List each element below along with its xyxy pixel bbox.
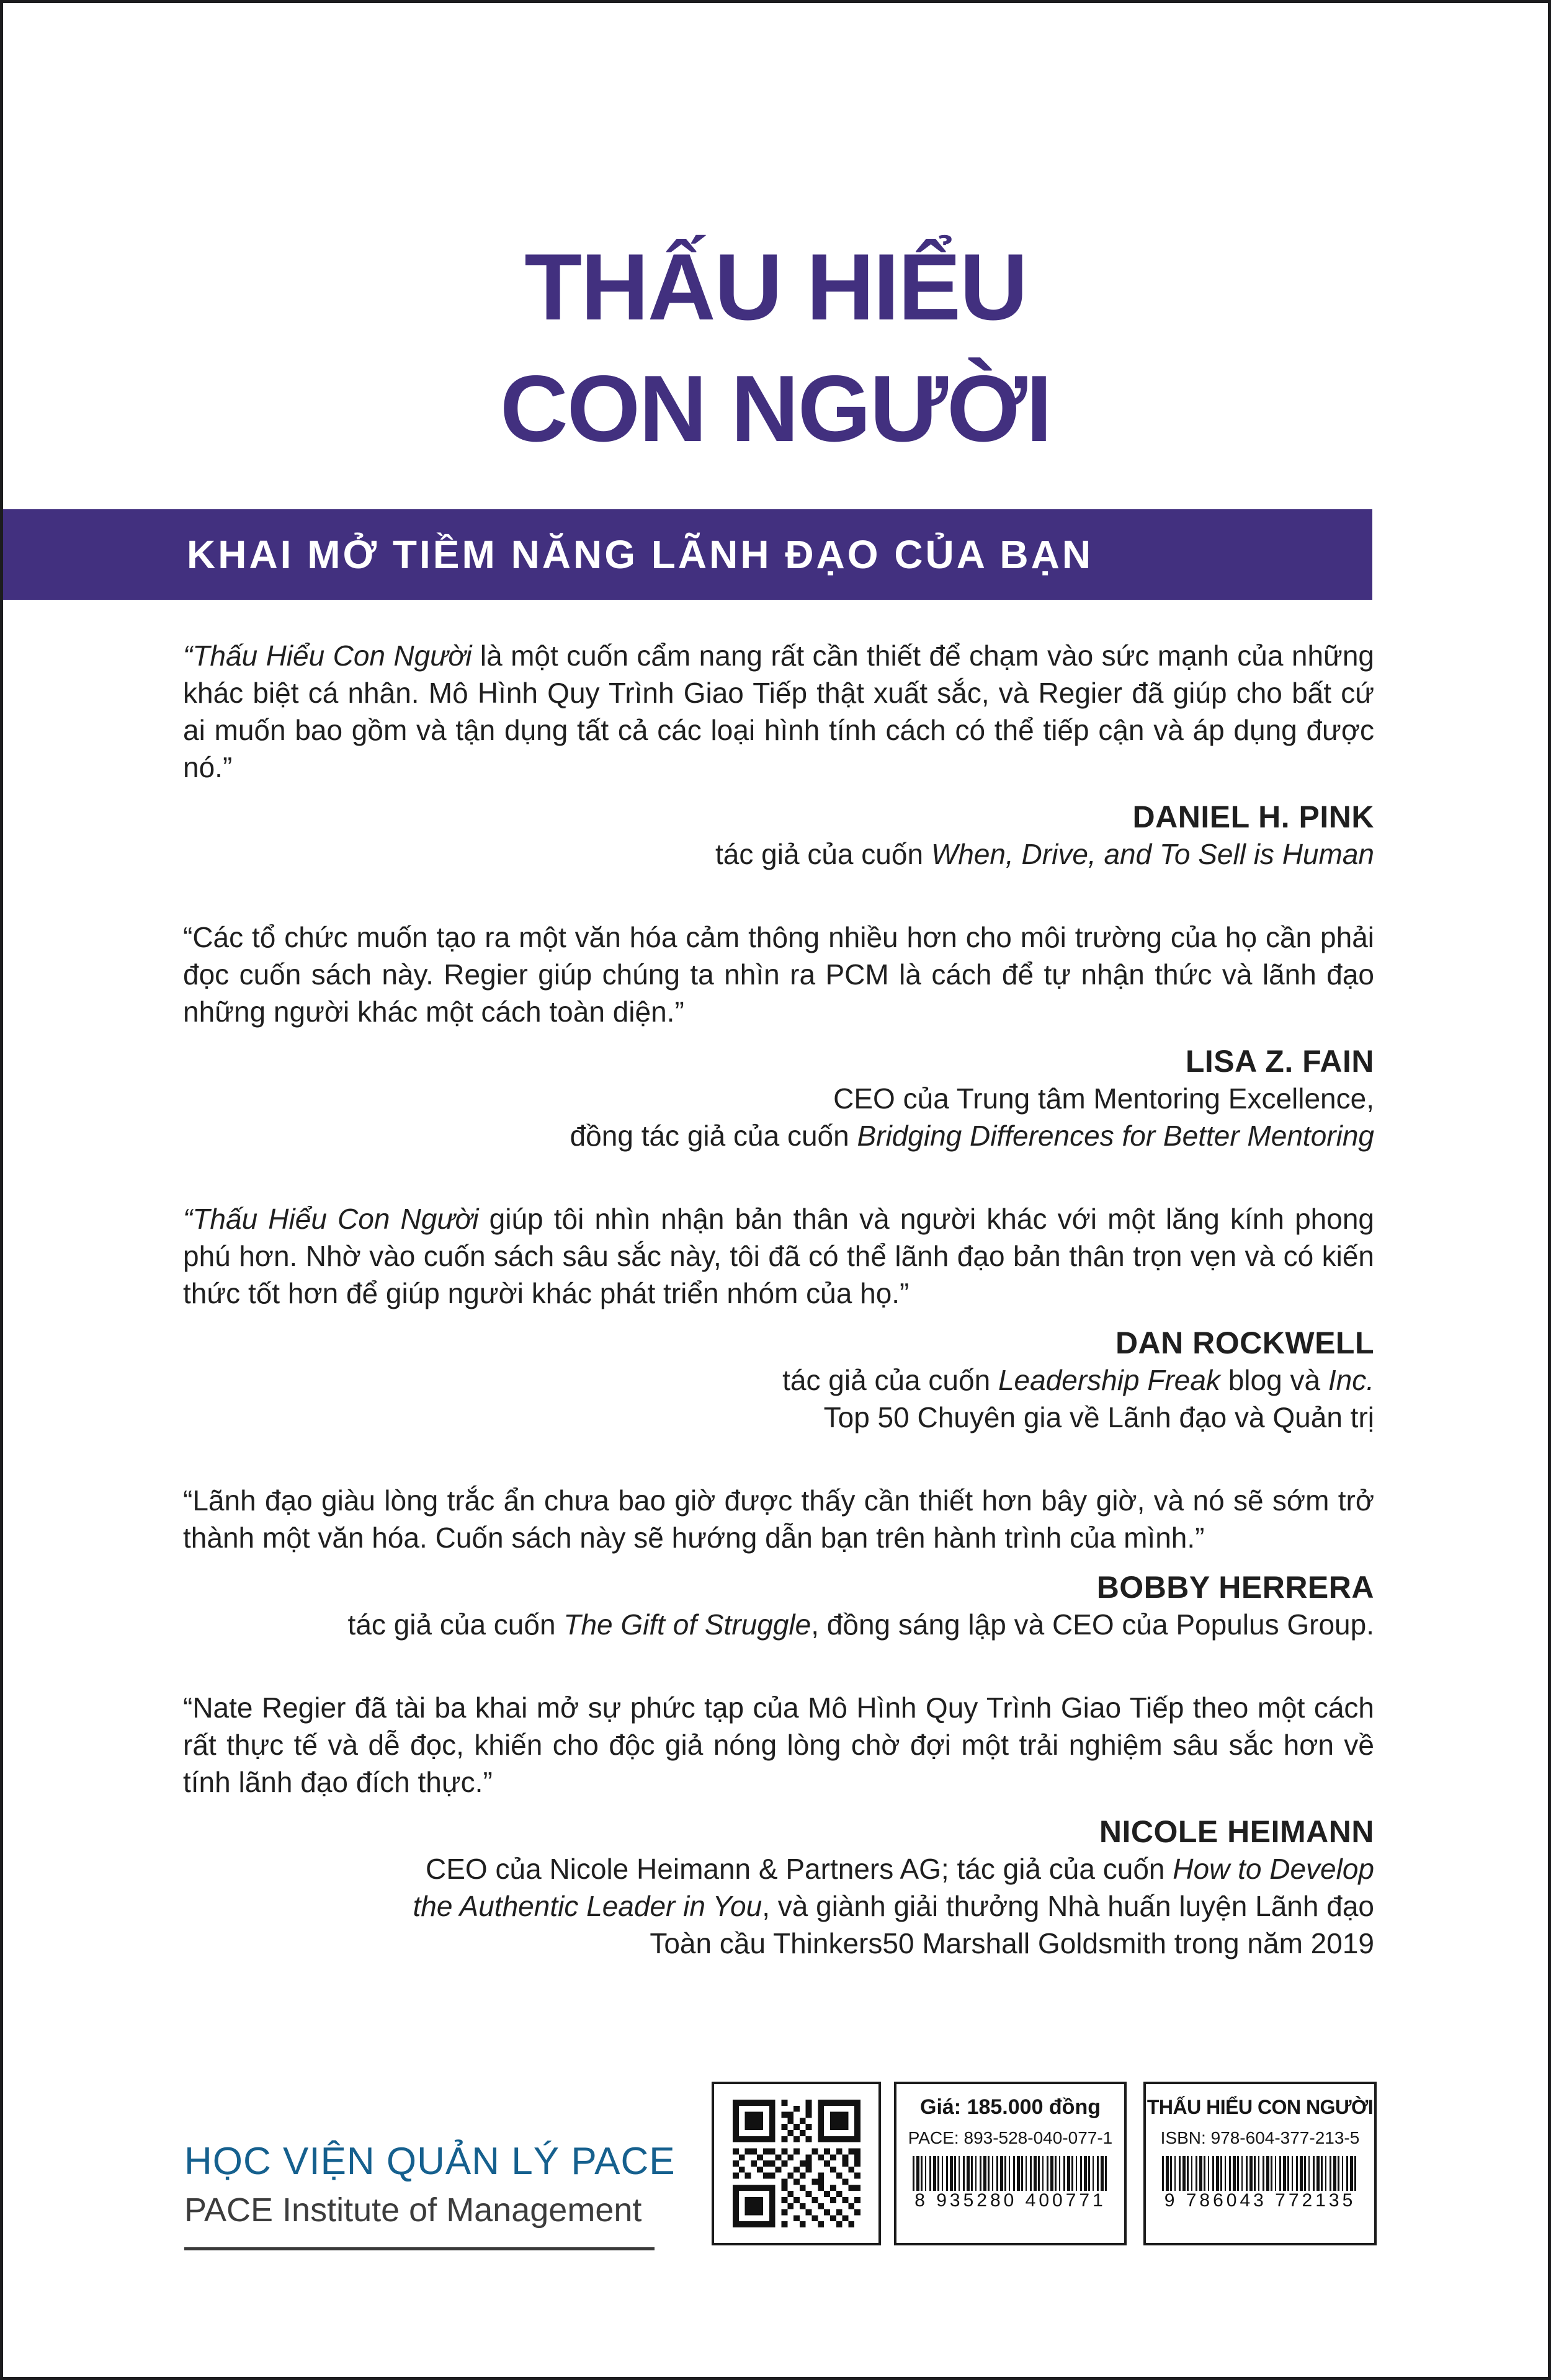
- book-title: [3, 226, 1548, 470]
- qr-code-box: [712, 2082, 881, 2245]
- reviewer-name: BOBBY HERRERA: [1096, 1570, 1374, 1605]
- quote-block-dan-rockwell: [183, 1200, 1374, 1436]
- quote-book-title: “Thấu Hiểu Con Người: [183, 1203, 479, 1235]
- endorsement-quotes: [183, 637, 1374, 2008]
- reviewer-name: LISA Z. FAIN: [1185, 1044, 1374, 1079]
- price-box: [894, 2082, 1127, 2245]
- quote-block-daniel-pink: [183, 637, 1374, 873]
- subtitle-banner-text: KHAI MỞ TIỀM NĂNG LÃNH ĐẠO CỦA BẠN: [187, 532, 1094, 577]
- quote-text: [183, 1200, 1374, 1312]
- reviewer-attribution: đồng tác giả của cuốn Bridging Differences for Better Mentoring: [570, 1120, 1374, 1152]
- quote-block-bobby-herrera: [183, 1482, 1374, 1643]
- price-barcode-digits: 8 935280 400771: [910, 2191, 1111, 2211]
- quote-body: “Các tổ chức muốn tạo ra một văn hóa cảm thông nhiều hơn cho môi trường của họ cần phải đọc cuốn sách này. Regier giúp chúng ta nhìn ra PCM là cách để tự nhận thức và lãnh đạo những người khác một cách toàn diện.”: [183, 921, 1374, 1028]
- isbn-box: [1143, 2082, 1377, 2245]
- book-title-line-1: THẤU HIỂU: [524, 234, 1027, 340]
- reviewer-attribution: the Authentic Leader in You, và giành giải thưởng Nhà huấn luyện Lãnh đạo: [413, 1890, 1374, 1922]
- publisher-divider: [184, 2247, 655, 2250]
- isbn-number: ISBN: 978-604-377-213-5: [1160, 2128, 1360, 2147]
- isbn-book-title: THẤU HIỂU CON NGƯỜI: [1146, 2096, 1374, 2118]
- quote-book-title: “Thấu Hiểu Con Người: [183, 640, 472, 672]
- reviewer-attribution: tác giả của cuốn The Gift of Struggle, đồng sáng lập và CEO của Populus Group.: [347, 1608, 1374, 1641]
- publisher-name-en: PACE Institute of Management: [184, 2191, 642, 2229]
- publisher-name-vi: HỌC VIỆN QUẢN LÝ PACE: [184, 2140, 676, 2183]
- quote-block-nicole-heimann: [183, 1689, 1374, 1962]
- quote-body: “Nate Regier đã tài ba khai mở sự phức tạp của Mô Hình Quy Trình Giao Tiếp theo một cách rất thực tế và dễ đọc, khiến cho độc giả nóng lòng chờ đợi một trải nghiệm sâu sắc hơn về tính lãnh đạo đích thực.”: [183, 1691, 1374, 1798]
- reviewer-attribution: CEO của Nicole Heimann & Partners AG; tác giả của cuốn How to Develop: [426, 1853, 1374, 1885]
- quote-text: [183, 919, 1374, 1030]
- quote-text: [183, 637, 1374, 786]
- subtitle-banner: [3, 509, 1372, 600]
- quote-body: “Lãnh đạo giàu lòng trắc ẩn chưa bao giờ được thấy cần thiết hơn bây giờ, và nó sẽ sớm trở thành một văn hóa. Cuốn sách này sẽ hướng dẫn bạn trên hành trình của mình.”: [183, 1484, 1374, 1554]
- reviewer-attribution: CEO của Trung tâm Mentoring Excellence,: [833, 1082, 1374, 1115]
- quote-block-lisa-fain: [183, 919, 1374, 1154]
- reviewer-attribution: tác giả của cuốn Leadership Freak blog và Inc.: [782, 1364, 1374, 1396]
- quote-body: giúp tôi nhìn nhận bản thân và người khác với một lăng kính phong phú hơn. Nhờ vào cuốn sách sâu sắc này, tôi đã có thể lãnh đạo bản thân trọn vẹn và có kiến thức tốt hơn để giúp người khác phát triển nhóm của họ.”: [183, 1203, 1375, 1309]
- quote-body: là một cuốn cẩm nang rất cần thiết để chạm vào sức mạnh của những khác biệt cá nhân. Mô Hình Quy Trình Giao Tiếp thật xuất sắc, và Regier đã giúp cho bất cứ ai muốn bao gồm và tận dụng tất cả các loại hình tính cách có thể tiếp cận và áp dụng được nó.”: [183, 640, 1375, 783]
- isbn-barcode-digits: 9 786043 772135: [1160, 2191, 1361, 2211]
- reviewer-name: DAN ROCKWELL: [1115, 1326, 1374, 1360]
- reviewer-name: NICOLE HEIMANN: [1099, 1814, 1374, 1849]
- quote-text: [183, 1482, 1374, 1556]
- book-title-line-2: CON NGƯỜI: [500, 356, 1051, 461]
- price-label: Giá: 185.000 đồng: [920, 2095, 1101, 2119]
- reviewer-attribution: Toàn cầu Thinkers50 Marshall Goldsmith trong năm 2019: [650, 1927, 1374, 1959]
- reviewer-attribution: tác giả của cuốn When, Drive, and To Sell is Human: [715, 838, 1374, 870]
- reviewer-attribution: Top 50 Chuyên gia về Lãnh đạo và Quản trị: [823, 1401, 1374, 1433]
- product-code: PACE: 893-528-040-077-1: [908, 2128, 1113, 2147]
- qr-code-icon: [733, 2100, 860, 2227]
- quote-text: [183, 1689, 1374, 1801]
- reviewer-name: DANIEL H. PINK: [1132, 800, 1374, 834]
- publisher-logo: [184, 2142, 676, 2250]
